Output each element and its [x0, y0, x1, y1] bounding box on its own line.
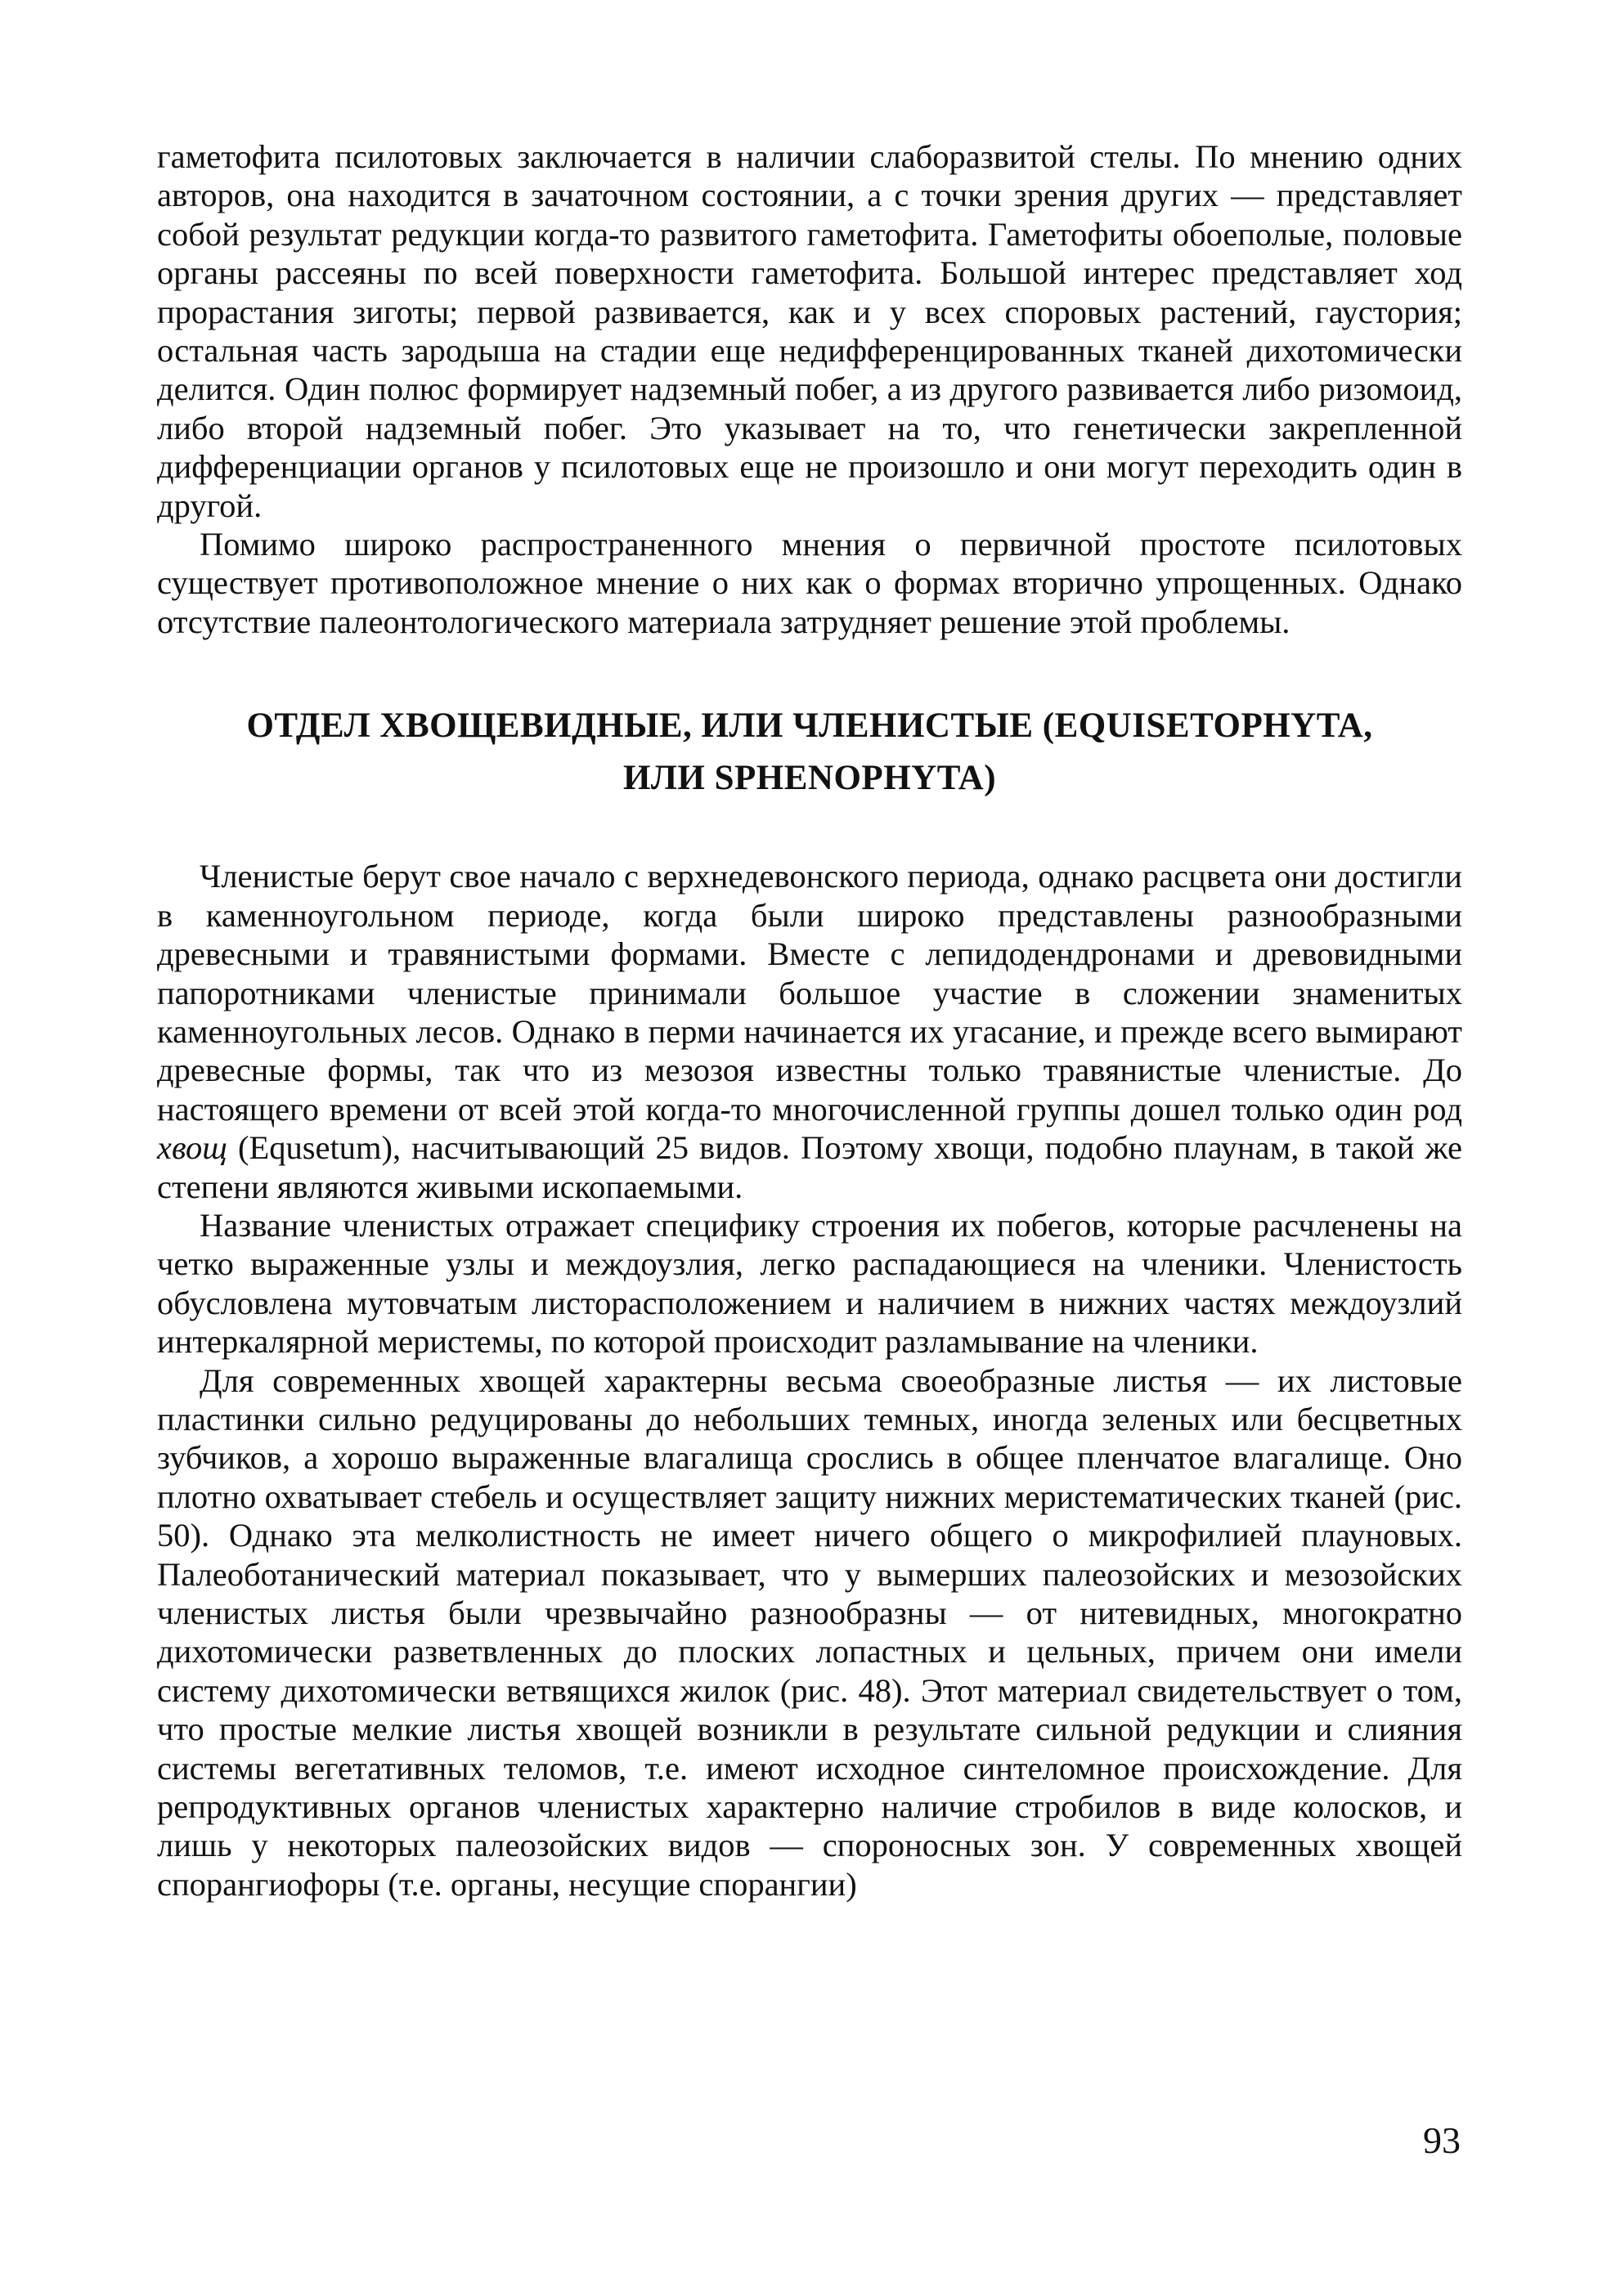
section-heading [157, 700, 1462, 805]
intro-paragraph-1: гаметофита псилотовых заключается в наличии слаборазвитой стелы. По мнению одних авторов, она находится в зачаточном состоянии, а с точки зрения других — представляет собой результат редукции когда-то развитого гаметофита. Гаметофиты обоеполые, половые органы рассеяны по всей поверхности гаметофита. Большой интерес представляет ход прорастания зиготы; первой развивается, как и у всех споровых растений, гаустория; остальная часть зародыша на стадии еще недифференцированных тканей дихотомически делится. Один полюс формирует надземный побег, а из другого развивается либо ризомоид, либо второй надземный побег. Это указывает на то, что генетически закрепленной дифференциации органов у псилотовых еще не произошло и они могут переходить один в другой. [157, 138, 1462, 524]
section-body [157, 857, 1462, 1904]
section-paragraph-1-after-term: (Equsetum), насчитывающий 25 видов. Поэтому хвощи, подобно плаунам, в такой же степени являются живыми ископаемыми. [157, 1129, 1462, 1205]
section-heading-line-2: ИЛИ SPHENOPHYTA) [622, 759, 997, 798]
page-number: 93 [1423, 2119, 1461, 2161]
genus-term: хвощ [157, 1129, 227, 1167]
section-paragraph-1-before-term: Членистые берут свое начало с верхнедевонского периода, однако расцвета они достигли в каменноугольном периоде, когда были широко представлены разнообразными древесными и травянистыми формами. Вместе с лепидодендронами и древовидными папоротниками членистые принимали большое участие в сложении знаменитых каменноугольных лесов. Однако в перми начинается их угасание, и прежде всего вымирают древесные формы, так что из мезозоя известны только травянистые членистые. До настоящего времени от всей этой когда-то многочисленной группы дошел только один род [157, 858, 1462, 1128]
intro-paragraph-2: Помимо широко распространенного мнения о первичной простоте псилотовых существует противоположное мнение о них как о формах вторично упрощенных. Однако отсутствие палеонтологического материала затрудняет решение этой проблемы. [157, 526, 1462, 640]
page-content [157, 137, 1462, 1904]
section-heading-line-1: ОТДЕЛ ХВОЩЕВИДНЫЕ, ИЛИ ЧЛЕНИСТЫЕ (EQUISETOPHYTA, [246, 706, 1373, 746]
section-paragraph-2: Название членистых отражает специфику строения их побегов, которые расчленены на четко выраженные узлы и междоузлия, легко распадающиеся на членики. Членистость обусловлена мутовчатым листорасположением и наличием в нижних частях междоузлий интеркалярной меристемы, по которой происходит разламывание на членики. [157, 1206, 1462, 1361]
section-paragraph-3: Для современных хвощей характерны весьма своеобразные листья — их листовые пластинки сильно редуцированы до небольших темных, иногда зеленых или бесцветных зубчиков, а хорошо выраженные влагалища срослись в общее пленчатое влагалище. Оно плотно охватывает стебель и осуществляет защиту нижних меристематических тканей (рис. 50). Однако эта мелколистность не имеет ничего общего о микрофилией плауновых. Палеоботанический материал показывает, что у вымерших палеозойских и мезозойских членистых листья были чрезвычайно разнообразны — от нитевидных, многократно дихотомически разветвленных до плоских лопастных и цельных, причем они имели систему дихотомически ветвящихся жилок (рис. 48). Этот материал свидетельствует о том, что простые мелкие листья хвощей возникли в результате сильной редукции и слияния системы вегетативных теломов, т.е. имеют исходное синтеломное происхождение. Для репродуктивных органов членистых характерно наличие стробилов в виде колосков, и лишь у некоторых палеозойских видов — спороносных зон. У современных хвощей спорангиофоры (т.е. органы, несущие спорангии) [157, 1361, 1462, 1903]
section-paragraph-1 [157, 857, 1462, 1206]
